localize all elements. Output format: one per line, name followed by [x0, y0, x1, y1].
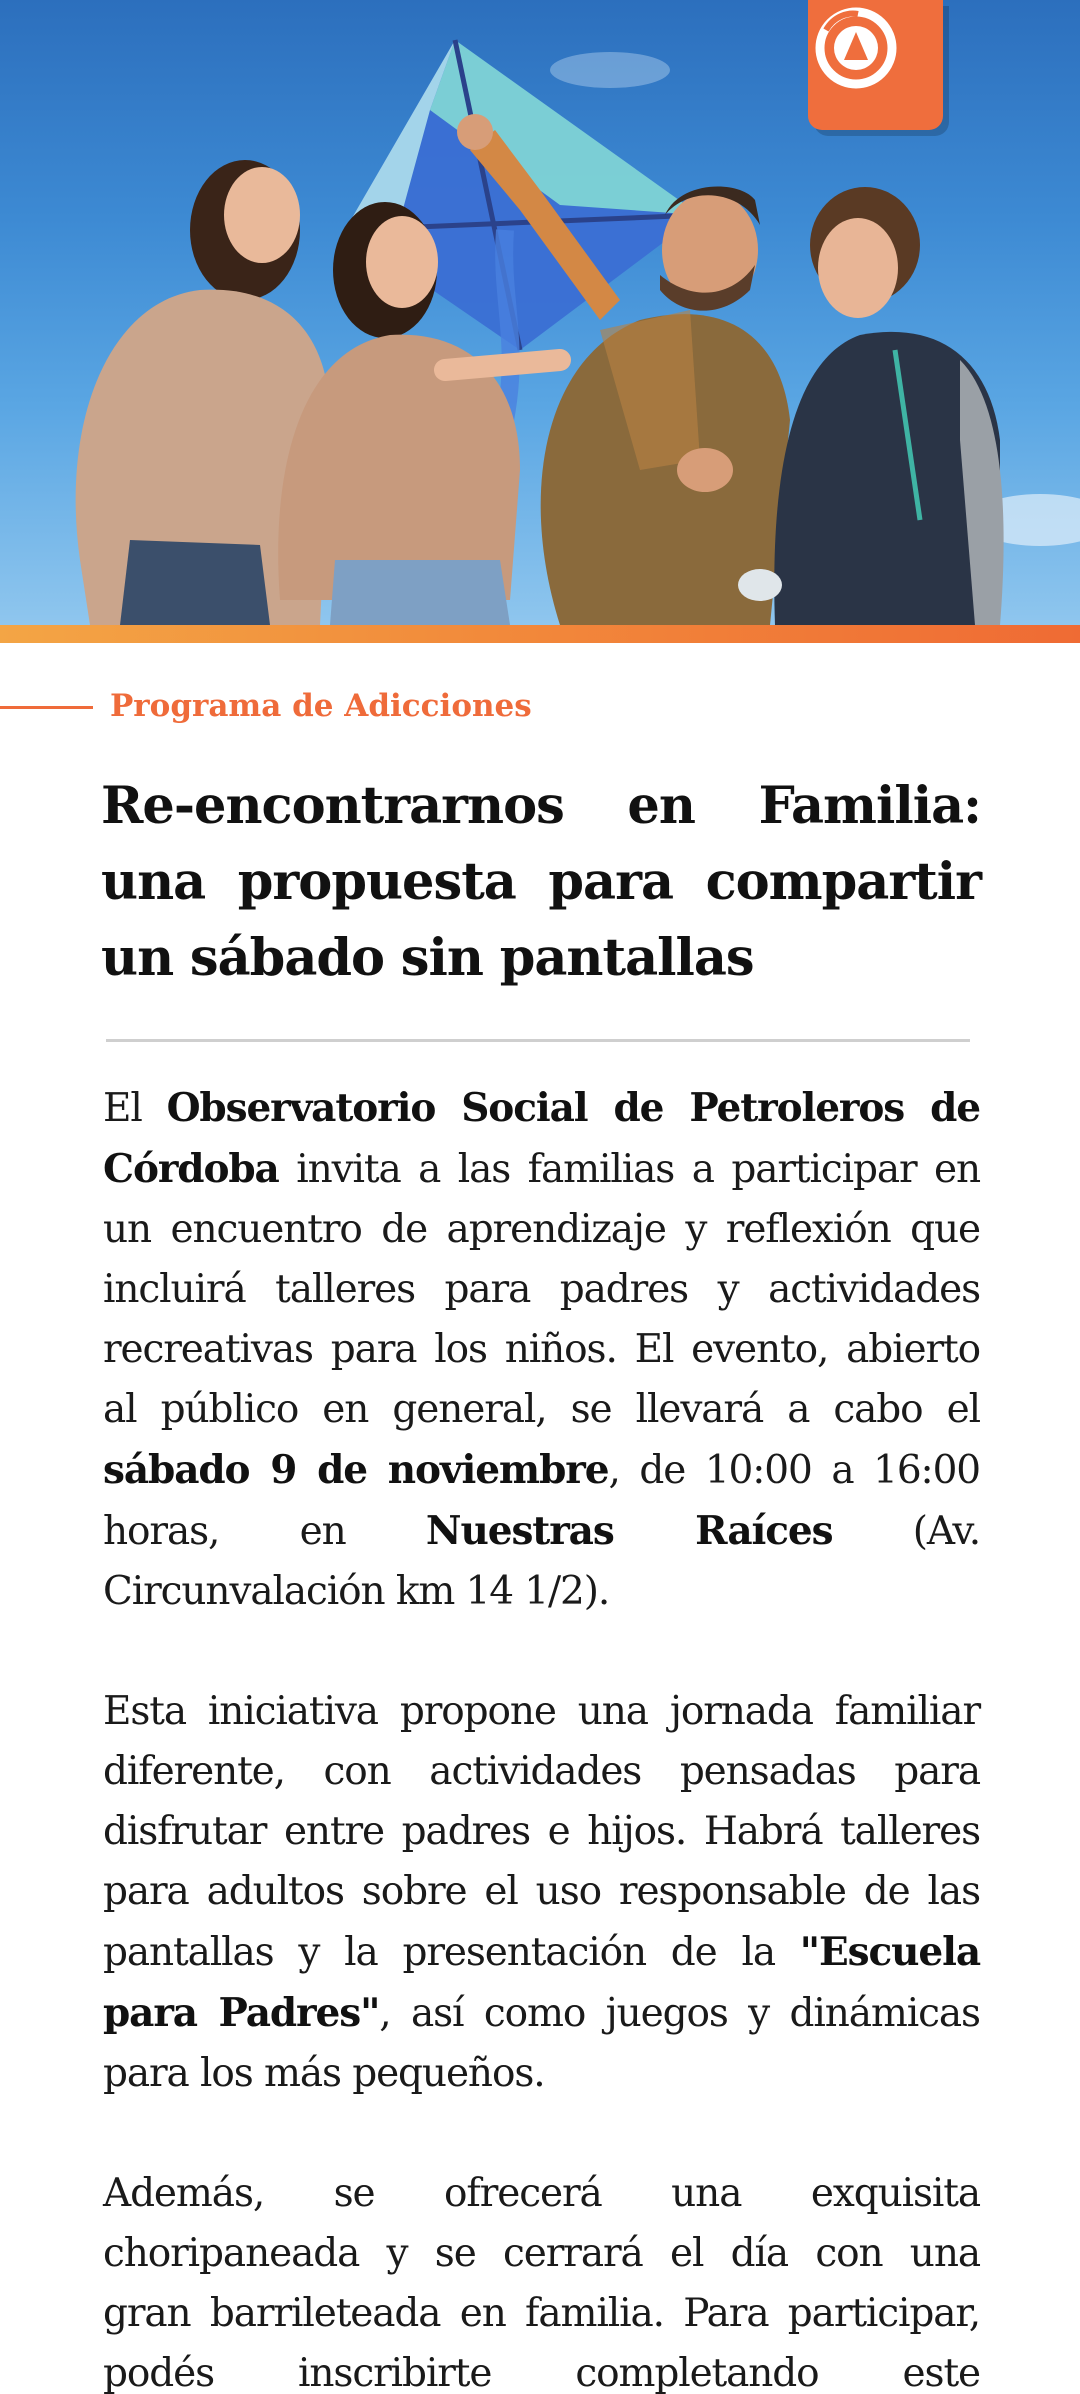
- hero-image: [0, 0, 1080, 625]
- text-line: sábado 9 de noviembre, de 10:00 a 16:00: [103, 1447, 980, 1493]
- text-line: para Padres", así como juegos y dinámicas: [103, 1990, 980, 2036]
- kicker-line: [0, 706, 93, 709]
- text-line: al público en general, se llevará a cabo el: [103, 1387, 980, 1432]
- title-line: Re-encontrarnos en Familia:: [101, 776, 981, 836]
- paragraph-3: [103, 2164, 980, 2394]
- section-kicker[interactable]: Programa de Adicciones: [110, 688, 532, 724]
- text-line: podés inscribirte completando este: [103, 2351, 980, 2394]
- text-line: diferente, con actividades pensadas para: [103, 1749, 980, 1794]
- text-line: Esta iniciativa propone una jornada familiar: [103, 1689, 980, 1734]
- text-line: Circunvalación km 14 1/2).: [103, 1569, 610, 1614]
- text-line: El Observatorio Social de Petroleros de: [103, 1085, 981, 1131]
- text-line: un encuentro de aprendizaje y reflexión que: [103, 1207, 980, 1252]
- paragraph-1: [103, 1078, 980, 1622]
- text-line: gran barrileteada en familia. Para participar,: [103, 2291, 980, 2336]
- text-line: Córdoba invita a las familias a participar en: [103, 1146, 980, 1192]
- title-divider: [106, 1039, 970, 1042]
- text-line: para los más pequeños.: [103, 2051, 545, 2096]
- text-line: recreativas para los niños. El evento, abierto: [103, 1327, 980, 1372]
- text-line: disfrutar entre padres e hijos. Habrá talleres: [103, 1809, 980, 1854]
- organization-logo[interactable]: [808, 0, 943, 130]
- text-line: Además, se ofrecerá una exquisita: [103, 2171, 980, 2216]
- text-line: para adultos sobre el uso responsable de las: [103, 1869, 980, 1914]
- text-line: pantallas y la presentación de la "Escuela: [103, 1929, 980, 1975]
- text-line: incluirá talleres para padres y actividades: [103, 1267, 980, 1312]
- text-line: horas, en Nuestras Raíces (Av.: [103, 1508, 980, 1554]
- title-line: un sábado sin pantallas: [101, 928, 754, 988]
- article-body: [103, 1078, 980, 2394]
- text-line: choripaneada y se cerrará el día con una: [103, 2231, 980, 2276]
- title-line: una propuesta para compartir: [101, 852, 981, 912]
- article-title: [101, 768, 981, 996]
- paragraph-2: [103, 1682, 980, 2104]
- logo-icon: [808, 0, 904, 96]
- hero-accent-stripe: [0, 625, 1080, 643]
